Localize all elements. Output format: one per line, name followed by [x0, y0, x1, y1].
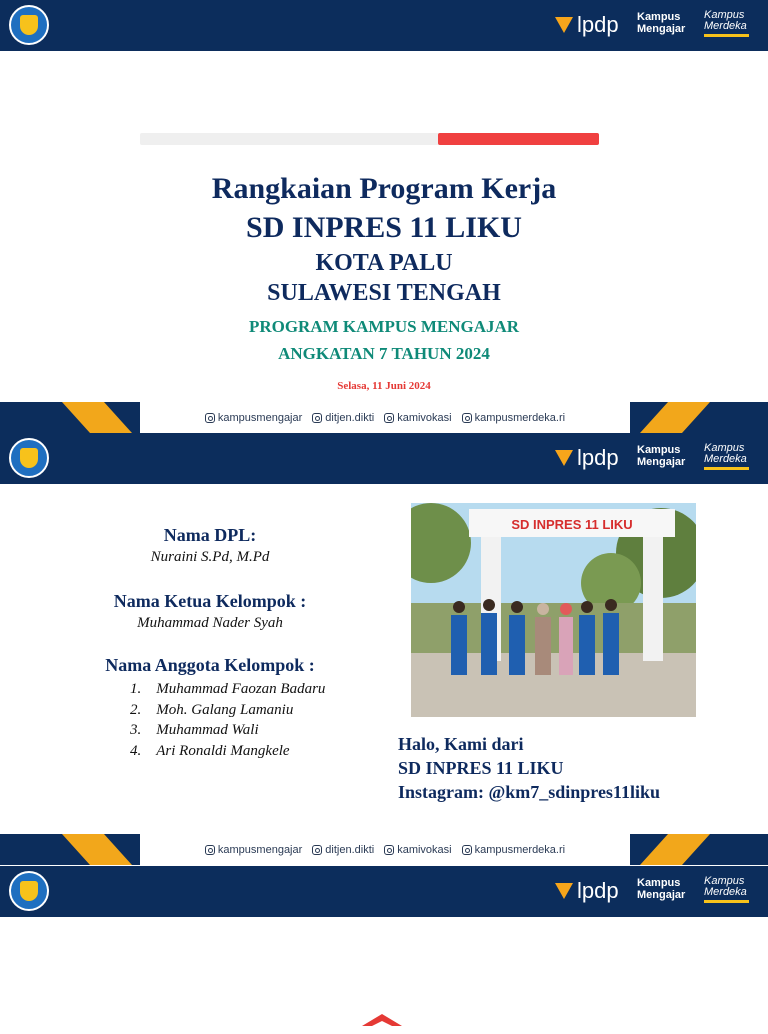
header-bar-1	[0, 0, 768, 51]
program-batch: ANGKATAN 7 TAHUN 2024	[278, 344, 490, 363]
school-name: SD INPRES 11 LIKU	[246, 211, 522, 244]
leader-name: Muhammad Nader Syah	[137, 615, 283, 631]
dpl-label: Nama DPL:	[163, 525, 257, 545]
social-instagram-2[interactable]: ditjen.dikti	[312, 412, 374, 424]
instagram-icon	[462, 845, 472, 855]
lpdp-logo: lpdp	[555, 876, 619, 906]
instagram-icon	[462, 413, 472, 423]
header-bar-3	[0, 866, 768, 917]
social-links	[140, 402, 630, 433]
leader-label: Nama Ketua Kelompok :	[113, 591, 307, 611]
lpdp-flame-icon	[555, 450, 573, 466]
instagram-icon	[384, 845, 394, 855]
province: SULAWESI TENGAH	[267, 280, 501, 306]
lpdp-logo: lpdp	[555, 10, 619, 40]
member-item: 3. Muhammad Wali	[130, 722, 259, 738]
photo-sign-text: SD INPRES 11 LIKU	[511, 517, 633, 532]
progress-fill	[438, 133, 599, 145]
header-bar-2	[0, 433, 768, 484]
social-instagram-1[interactable]: kampusmengajar	[205, 844, 302, 856]
social-instagram-4[interactable]: kampusmerdeka.ri	[462, 412, 565, 424]
social-instagram-3[interactable]: kamivokasi	[384, 844, 451, 856]
footer-bar-2	[0, 834, 768, 865]
instagram-icon	[312, 413, 322, 423]
kampus-mengajar-logo: Kampus Mengajar	[637, 11, 686, 35]
instagram-icon	[384, 413, 394, 423]
social-links	[140, 834, 630, 865]
instagram-handle: Instagram: @km7_sdinpres11liku	[398, 782, 660, 802]
program-name: PROGRAM KAMPUS MENGAJAR	[248, 317, 520, 336]
lpdp-flame-icon	[555, 17, 573, 33]
social-instagram-2[interactable]: ditjen.dikti	[312, 844, 374, 856]
instagram-icon	[312, 845, 322, 855]
city: KOTA PALU	[315, 250, 453, 276]
kampus-merdeka-logo: Kampus Merdeka	[704, 876, 749, 903]
kampus-merdeka-logo: Kampus Merdeka	[704, 10, 749, 37]
member-item: 2. Moh. Galang Lamaniu	[130, 702, 294, 718]
tut-wuri-handayani-logo	[9, 438, 49, 478]
greeting-line-1: Halo, Kami dari	[398, 734, 524, 754]
member-item: 4. Ari Ronaldi Mangkele	[130, 743, 290, 759]
kampus-merdeka-logo: Kampus Merdeka	[704, 443, 749, 470]
lpdp-flame-icon	[555, 883, 573, 899]
instagram-icon	[205, 413, 215, 423]
tut-wuri-handayani-logo	[9, 5, 49, 45]
instagram-icon	[205, 845, 215, 855]
slide-title: Rangkaian Program Kerja	[211, 172, 557, 205]
date: Selasa, 11 Juni 2024	[337, 380, 431, 392]
group-photo	[411, 503, 696, 717]
social-instagram-4[interactable]: kampusmerdeka.ri	[462, 844, 565, 856]
dpl-name: Nuraini S.Pd, M.Pd	[150, 549, 270, 565]
social-instagram-3[interactable]: kamivokasi	[384, 412, 451, 424]
progress-bar	[140, 133, 599, 145]
member-item: 1. Muhammad Faozan Badaru	[130, 681, 326, 697]
kampus-mengajar-logo: Kampus Mengajar	[637, 877, 686, 901]
social-instagram-1[interactable]: kampusmengajar	[205, 412, 302, 424]
members-label: Nama Anggota Kelompok :	[105, 655, 315, 675]
partial-logo-icon	[362, 1014, 402, 1034]
tut-wuri-handayani-logo	[9, 871, 49, 911]
footer-bar-1	[0, 402, 768, 433]
kampus-mengajar-logo: Kampus Mengajar	[637, 444, 686, 468]
lpdp-logo: lpdp	[555, 443, 619, 473]
greeting-line-2: SD INPRES 11 LIKU	[398, 758, 564, 778]
